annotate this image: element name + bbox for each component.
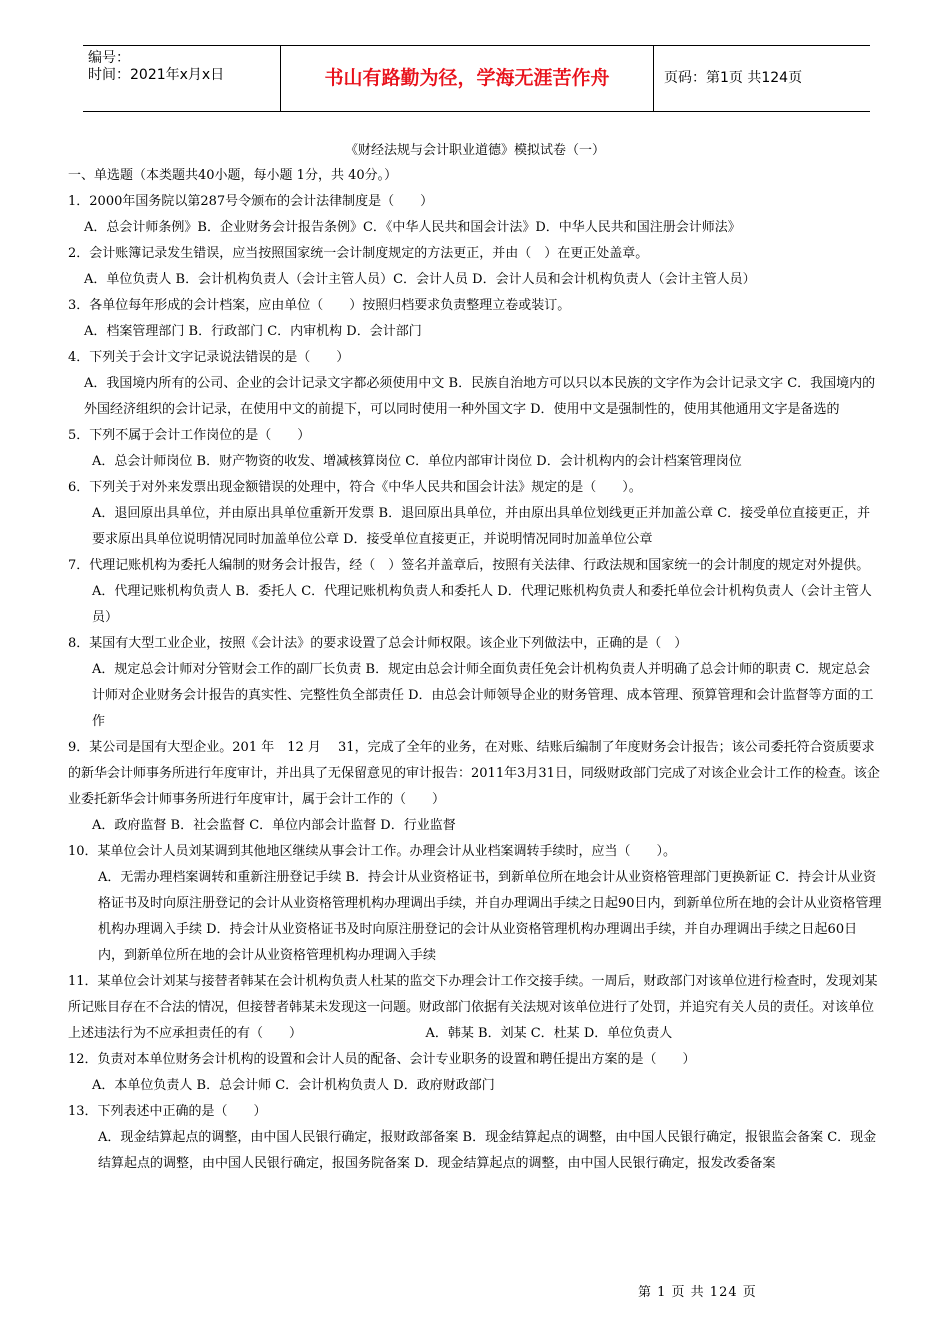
question-options: A．代理记账机构负责人 B．委托人 C．代理记账机构负责人和委托人 D．代理记账机构负责人和委托单位会计机构负责人（会计主管人员） <box>92 584 872 625</box>
question-options: A．单位负责人 B．会计机构负责人（会计主管人员）C．会计人员 D．会计人员和会计机构负责人（会计主管人员） <box>84 272 756 287</box>
question-stem: 2．会计账簿记录发生错误，应当按照国家统一会计制度规定的方法更正，并由（ ）在更正处盖章。 <box>68 246 649 261</box>
question-options: A．现金结算起点的调整，由中国人民银行确定，报财政部备案 B．现金结算起点的调整，由中国人民银行确定，报银监会备案 C．现金结算起点的调整，由中国人民银行确定，报国务院备案 D．现金结算起点的调整，由中国人民银行确定，报发改委备案 <box>98 1130 877 1171</box>
exam-title: 《财经法规与会计职业道德》模拟试卷（一） <box>344 143 605 158</box>
header-number-label: 编号： <box>88 50 130 66</box>
question-options: A．我国境内所有的公司、企业的会计记录文字都必须使用中文 B．民族自治地方可以只以本民族的文字作为会计记录文字 C．我国境内的外国经济组织的会计记录，在使用中文的前提下，可以同时使用一种外国文字 D．使用中文是强制性的，使用其他通用文字是备选的 <box>84 376 876 417</box>
question-options: A．政府监督 B．社会监督 C．单位内部会计监督 D．行业监督 <box>92 818 456 833</box>
question-11 <box>68 969 883 1047</box>
question-options: A．无需办理档案调转和重新注册登记手续 B．持会计从业资格证书，到新单位所在地会计从业资格管理部门更换新证 C．持会计从业资格证书及时向原注册登记的会计从业资格管理机构办理调出手续，并自办理调出手续之日起90日内，到新单位所在地的会计从业资格管理机构办理调入手续 D．持会计从业资格证书及时向原注册登记的会计从业资格管理机构办理调出手续，并自办理调出手续之日起60日内，到新单位所在地的会计从业资格管理机构办理调入手续 <box>98 870 882 963</box>
question-stem: 13．下列表述中正确的是（ ） <box>68 1104 267 1119</box>
exam-content <box>68 163 883 1177</box>
header-motto: 书山有路勤为径，学海无涯苦作舟 <box>281 46 654 111</box>
question-stem: 1．2000年国务院以第287号令颁布的会计法律制度是（ ） <box>68 194 434 209</box>
question-options: A．本单位负责人 B．总会计师 C．会计机构负责人 D．政府财政部门 <box>92 1078 495 1093</box>
question-options: A．档案管理部门 B．行政部门 C．内审机构 D．会计部门 <box>84 324 422 339</box>
question-options: A．退回原出具单位，并由原出具单位重新开发票 B．退回原出具单位，并由原出具单位划线更正并加盖公章 C．接受单位直接更正，并要求原出具单位说明情况同时加盖单位公章 D．接受单位直接更正，并说明情况同时加盖单位公章 <box>92 506 871 547</box>
question-options: A．总会计师条例》B．企业财务会计报告条例》C．《中华人民共和国会计法》D．中华人民共和国注册会计师法》 <box>84 220 741 235</box>
page-footer: 第 1 页 共 124 页 <box>638 1285 757 1300</box>
section-heading: 一、单选题（本类题共40小题，每小题 1分，共 40分。） <box>68 168 398 183</box>
question-stem: 10．某单位会计人员刘某调到其他地区继续从事会计工作。办理会计从业档案调转手续时，应当（ ）。 <box>68 844 677 859</box>
question-options: A．总会计师岗位 B．财产物资的收发、增减核算岗位 C．单位内部审计岗位 D．会计机构内的会计档案管理岗位 <box>92 454 742 469</box>
page-header <box>83 45 870 112</box>
question-stem-text: 11．某单位会计刘某与接替者韩某在会计机构负责人杜某的监交下办理会计工作交接手续。一周后，财政部门对该单位进行检查时，发现刘某所记账目存在不合法的情况，但接替者韩某未发现这一问题。财政部门依据有关法规对该单位进行了处罚，并追究有关人员的责任。对该单位上述违法行为不应承担责任的有（ ） <box>68 974 878 1041</box>
question-options: A．规定总会计师对分管财会工作的副厂长负责 B．规定由总会计师全面负责任免会计机构负责人并明确了总会计师的职责 C．规定总会计师对企业财务会计报告的真实性、完整性负全部责任 D．由总会计师领导企业的财务管理、成本管理、预算管理和会计监督等方面的工作 <box>92 662 874 729</box>
question-stem: 12．负责对本单位财务会计机构的设置和会计人员的配备、会计专业职务的设置和聘任提出方案的是（ ） <box>68 1052 696 1067</box>
question-stem: 8．某国有大型工业企业，按照《会计法》的要求设置了总会计师权限。该企业下列做法中，正确的是（ ） <box>68 636 688 651</box>
header-page-info: 页码：第1页 共124页 <box>664 70 803 86</box>
question-stem: 4．下列关于会计文字记录说法错误的是（ ） <box>68 350 350 365</box>
question-stem: 3．各单位每年形成的会计档案，应由单位（ ）按照归档要求负责整理立卷或装订。 <box>68 298 571 313</box>
question-stem: 9．某公司是国有大型企业。201 年 12 月 31，完成了全年的业务，在对账、结账后编制了年度财务会计报告；该公司委托符合资质要求的新华会计师事务所进行年度审计，并出具了无保留意见的审计报告：2011年3月31日，同级财政部门完成了对该企业会计工作的检查。该企业委托新华会计师事务所进行年度审计，属于会计工作的（ ） <box>68 740 880 807</box>
header-meta <box>83 46 281 111</box>
question-stem: 7．代理记账机构为委托人编制的财务会计报告，经（ ）签名并盖章后，按照有关法律、行政法规和国家统一的会计制度的规定对外提供。 <box>68 558 870 573</box>
header-date-label: 时间：2021年x月x日 <box>88 67 225 83</box>
question-options: A．韩某 B．刘某 C．杜某 D．单位负责人 <box>425 1026 673 1041</box>
question-stem <box>68 969 883 1047</box>
question-stem: 6．下列关于对外来发票出现金额错误的处理中，符合《中华人民共和国会计法》规定的是（ ）。 <box>68 480 642 495</box>
question-stem: 5．下列不属于会计工作岗位的是（ ） <box>68 428 311 443</box>
